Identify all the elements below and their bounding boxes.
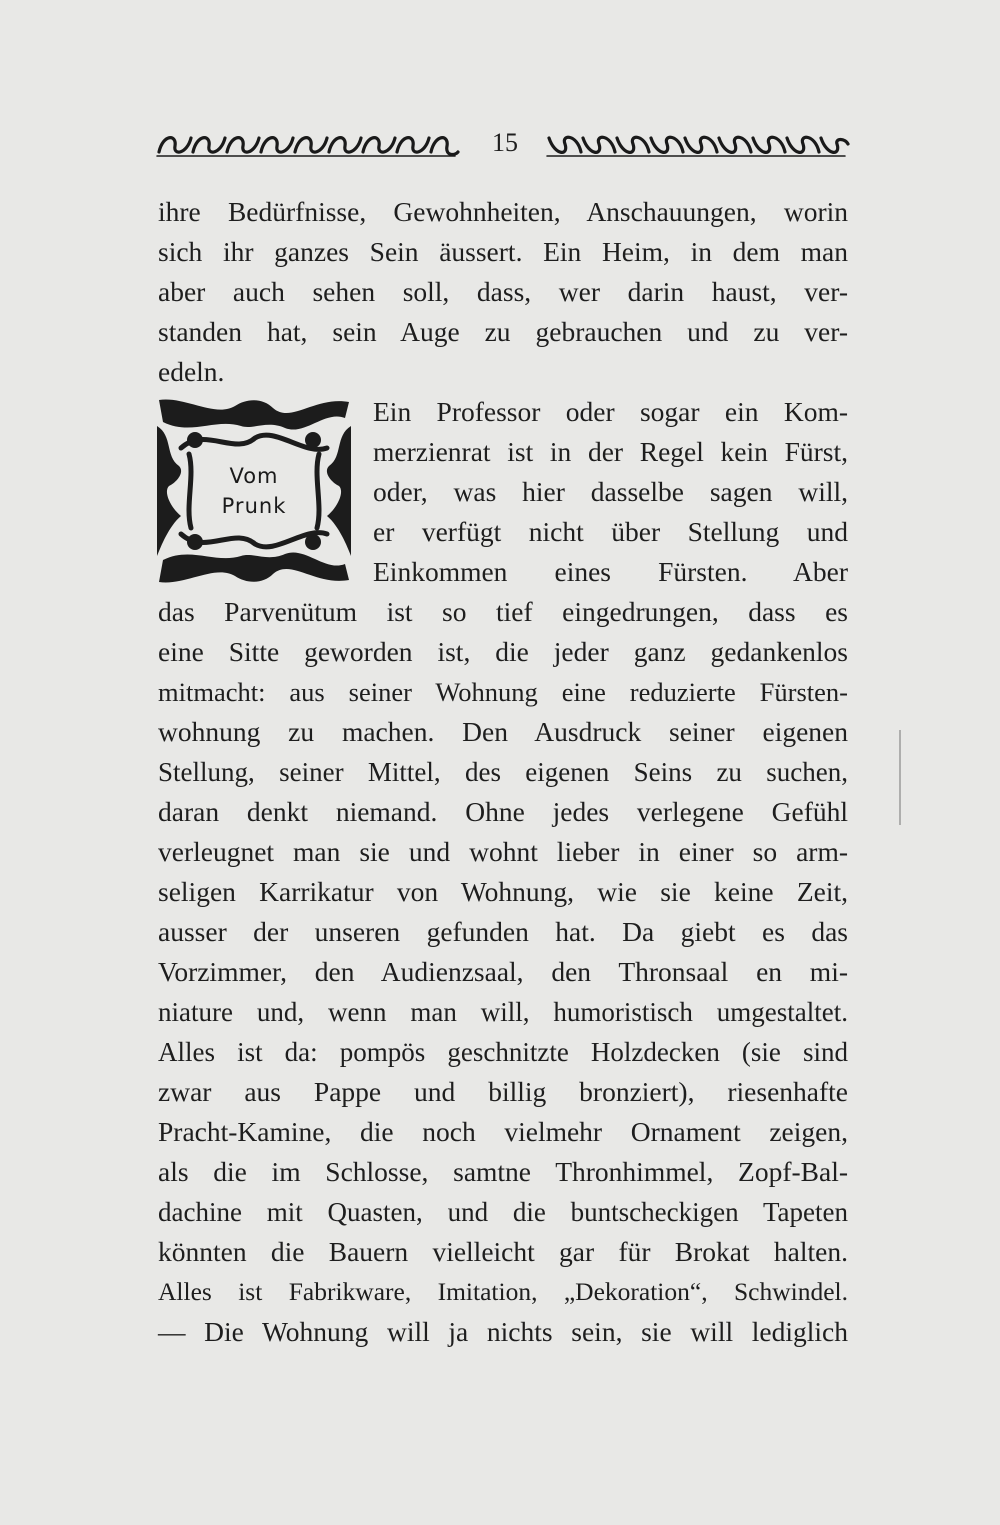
margin-mark <box>898 730 902 825</box>
text-line: aber auch sehen soll, dass, wer darin haust, ver- <box>158 276 848 307</box>
text-line: als die im Schlosse, samtne Thronhimmel, Zopf-Bal- <box>158 1156 848 1187</box>
text-line: oder, was hier dasselbe sagen will, <box>373 476 848 507</box>
paragraph-beside-vignette <box>158 392 848 592</box>
vignette-title-line1: Vom <box>229 464 279 488</box>
text-line: — Die Wohnung will ja nichts sein, sie will lediglich <box>158 1316 848 1347</box>
text-line: Ein Professor oder sogar ein Kom- <box>373 396 848 427</box>
text-line: ausser der unseren gefunden hat. Da giebt es das <box>158 916 848 947</box>
text-line: Pracht-Kamine, die noch vielmehr Ornament zeigen, <box>158 1116 848 1147</box>
text-line: dachine mit Quasten, und die buntscheckigen Tapeten <box>158 1197 848 1227</box>
text-line: sich ihr ganzes Sein äussert. Ein Heim, in dem man <box>158 236 848 267</box>
text-line: das Parvenütum ist so tief eingedrungen, dass es <box>158 596 848 627</box>
text-line: könnten die Bauern vielleicht gar für Brokat halten. <box>158 1236 848 1267</box>
text-line: standen hat, sein Auge zu gebrauchen und zu ver- <box>158 316 848 347</box>
text-line: merzienrat ist in der Regel kein Fürst, <box>373 436 848 467</box>
ornament-left-icon <box>155 130 460 160</box>
text-line: mitmacht: aus seiner Wohnung eine reduzierte Fürsten- <box>158 677 848 707</box>
text-line: zwar aus Pappe und billig bronziert), riesenhafte <box>158 1076 848 1107</box>
text-line: Alles ist Fabrikware, Imitation, „Dekoration“, Schwindel. <box>158 1277 848 1306</box>
text-line: ihre Bedürfnisse, Gewohnheiten, Anschauungen, worin <box>158 196 848 227</box>
text-line: edeln. <box>158 356 225 387</box>
text-line: verleugnet man sie und wohnt lieber in einer so arm- <box>158 836 848 867</box>
ornament-right-icon <box>545 130 850 160</box>
paragraph-main <box>158 592 848 1352</box>
vignette-title-line2: Prunk <box>221 494 287 518</box>
text-line: seligen Karrikatur von Wohnung, wie sie keine Zeit, <box>158 876 848 907</box>
text-line: eine Sitte geworden ist, die jeder ganz gedankenlos <box>158 636 848 667</box>
text-line: wohnung zu machen. Den Ausdruck seiner eigenen <box>158 716 848 747</box>
running-header <box>155 126 850 166</box>
text-line: Stellung, seiner Mittel, des eigenen Seins zu suchen, <box>158 757 848 787</box>
paragraph-continuation <box>158 192 848 392</box>
text-line: daran denkt niemand. Ohne jedes verlegene Gefühl <box>158 796 848 827</box>
text-line: niature und, wenn man will, humoristisch umgestaltet. <box>158 997 848 1027</box>
text-line: er verfügt nicht über Stellung und <box>373 516 848 547</box>
page-number: 15 <box>492 128 518 157</box>
text-line: Vorzimmer, den Audienzsaal, den Thronsaal en mi- <box>158 956 848 987</box>
text-line: Einkommen eines Fürsten. Aber <box>373 556 848 587</box>
text-line: Alles ist da: pompös geschnitzte Holzdecken (sie sind <box>158 1037 848 1067</box>
